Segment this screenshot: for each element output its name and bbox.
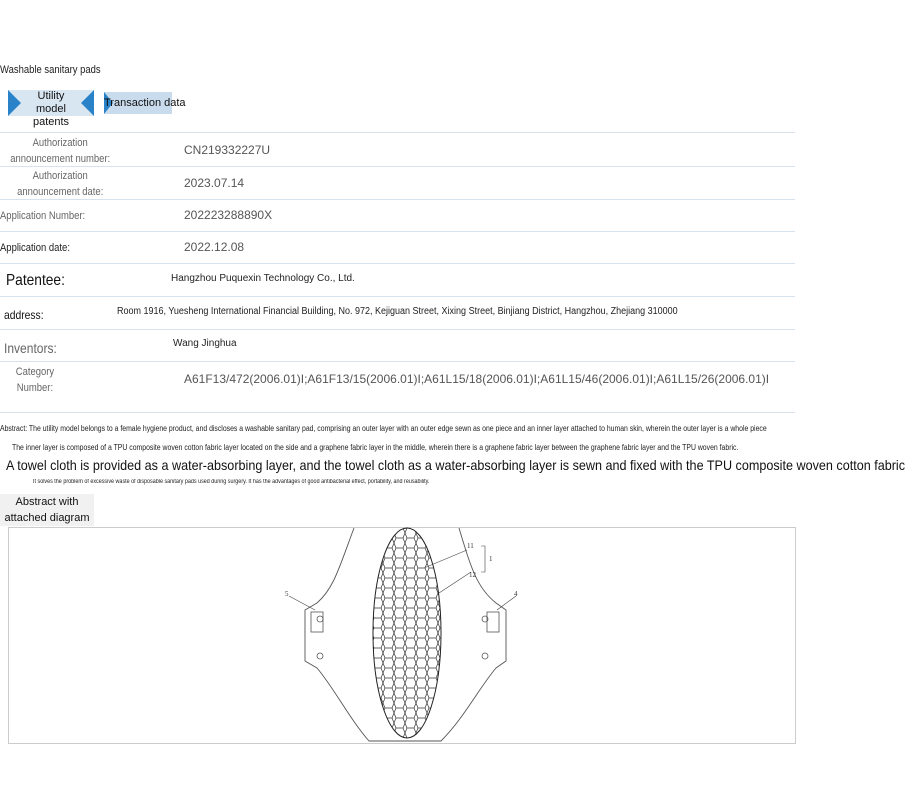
page-title: Washable sanitary pads <box>0 64 101 76</box>
label-1: 1 <box>489 555 493 563</box>
diagram-title: Abstract with attached diagram <box>0 494 94 526</box>
field-row-app-date <box>0 232 795 264</box>
field-row-inventors <box>0 330 795 362</box>
field-value: CN219332227U <box>184 143 271 157</box>
field-row-auth-number <box>0 133 795 167</box>
label-4: 4 <box>514 590 518 598</box>
field-value: Hangzhou Puquexin Technology Co., Ltd. <box>171 273 355 284</box>
abstract-diagram <box>8 527 796 744</box>
abstract-line-4: It solves the problem of excessive waste of disposable sanitary pads used during surgery. It has the advantages of good antibacterial effect, portability, and reusability. <box>33 479 430 485</box>
field-value: 202223288890X <box>184 208 273 222</box>
field-label: Patentee: <box>6 272 65 289</box>
field-row-patentee <box>0 264 795 297</box>
field-label: Application Number: <box>0 210 86 222</box>
divider <box>0 412 795 413</box>
field-label: Inventors: <box>4 340 57 356</box>
field-value: Room 1916, Yuesheng International Financial Building, No. 972, Kejiguan Street, Xixing Street, Binjiang District, Hangzhou, Zhejiang 310000 <box>117 306 678 317</box>
abstract-line-1: Abstract: The utility model belongs to a female hygiene product, and discloses a washable sanitary pad, comprising an outer layer with an outer edge sewn as one piece and an inner layer attached to human skin, wherein the outer layer is a whole piece <box>0 424 767 433</box>
label-11: 11 <box>467 542 474 550</box>
label-12: 12 <box>469 571 476 579</box>
field-row-app-number <box>0 200 795 232</box>
tab-label: Utility model patents <box>32 90 70 128</box>
sanitary-pad-drawing <box>9 528 795 743</box>
tab-transaction-data[interactable] <box>104 92 186 114</box>
field-row-category <box>0 362 795 393</box>
label-5: 5 <box>285 590 289 598</box>
field-value: A61F13/472(2006.01)I;A61F13/15(2006.01)I;A61L15/18(2006.01)I;A61L15/46(2006.01)I;A61L15/26(2006.01)I <box>184 372 770 386</box>
field-value: Wang Jinghua <box>173 338 237 349</box>
field-row-address <box>0 297 795 330</box>
field-label: address: <box>4 308 44 322</box>
field-label: Application date: <box>0 242 70 254</box>
field-value: 2022.12.08 <box>184 240 245 254</box>
field-row-auth-date <box>0 167 795 200</box>
abstract-line-2: The inner layer is composed of a TPU composite woven cotton fabric layer located on the side and a graphene fabric layer in the middle, wherein there is a graphene fabric layer between the graphene fabric layer and the TPU woven fabric. <box>12 443 739 452</box>
tab-utility-model-patents[interactable] <box>8 90 94 128</box>
graphene-layer <box>373 528 441 738</box>
field-label: Category Number: <box>15 366 55 394</box>
field-label: Authorization announcement number: <box>10 137 111 165</box>
tab-label: Transaction data <box>104 97 186 109</box>
abstract-line-3: A towel cloth is provided as a water-absorbing layer, and the towel cloth as a water-absorbing layer is sewn and fixed with the TPU composite woven cotton fabric <box>6 457 905 473</box>
field-label: Authorization announcement date: <box>17 170 104 198</box>
field-value: 2023.07.14 <box>184 176 245 190</box>
